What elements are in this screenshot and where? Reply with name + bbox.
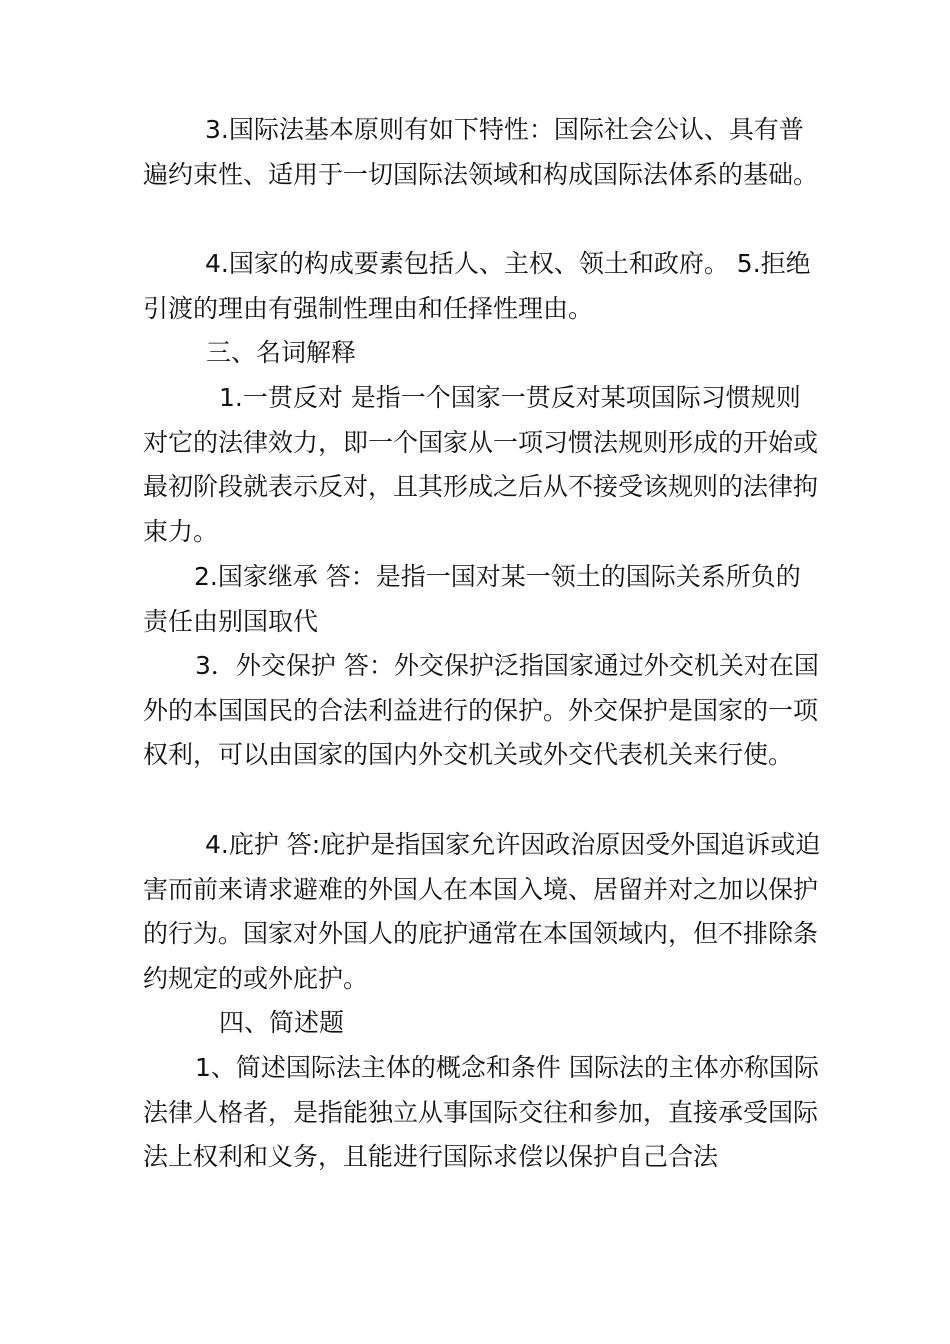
paragraph-state-succession: 2.国家继承 答：是指一国对某一领土的国际关系所负的责任由别国取代: [143, 562, 801, 636]
paragraph-persistent-objector: 1.一贯反对 是指一个国家一贯反对某项国际习惯规则对它的法律效力，即一个国家从一项习惯法规则形成的开始或最初阶段就表示反对，且其形成之后从不接受该规则的法律拘束力。: [143, 383, 819, 546]
paragraph-subjects-of-international-law: 1、简述国际法主体的概念和条件 国际法的主体亦称国际法律人格者，是指能独立从事国际交往和参加，直接承受国际法上权利和义务，且能进行国际求偿以保护自己合法: [143, 1053, 819, 1171]
paragraph-asylum: 4.庇护 答:庇护是指国家允许因政治原因受外国追诉或迫害而前来请求避难的外国人在本国入境、居留并对之加以保护的行为。国家对外国人的庇护通常在本国领域内，但不排除条约规定的或外庇护。: [143, 830, 821, 993]
paragraph-state-elements-extradition: 4.国家的构成要素包括人、主权、领土和政府。 5.拒绝引渡的理由有强制性理由和任择性理由。: [143, 249, 811, 323]
paragraph-diplomatic-protection: 3．外交保护 答：外交保护泛指国家通过外交机关对在国外的本国国民的合法利益进行的保护。外交保护是国家的一项权利，可以由国家的国内外交机关或外交代表机关来行使。: [143, 651, 819, 769]
paragraph-principles-characteristics: 3.国际法基本原则有如下特性：国际社会公认、具有普遍约束性、适用于一切国际法领域和构成国际法体系的基础。: [143, 115, 819, 189]
heading-term-explanation: 三、名词解释: [206, 338, 357, 367]
heading-short-answer: 四、简述题: [219, 1008, 345, 1037]
